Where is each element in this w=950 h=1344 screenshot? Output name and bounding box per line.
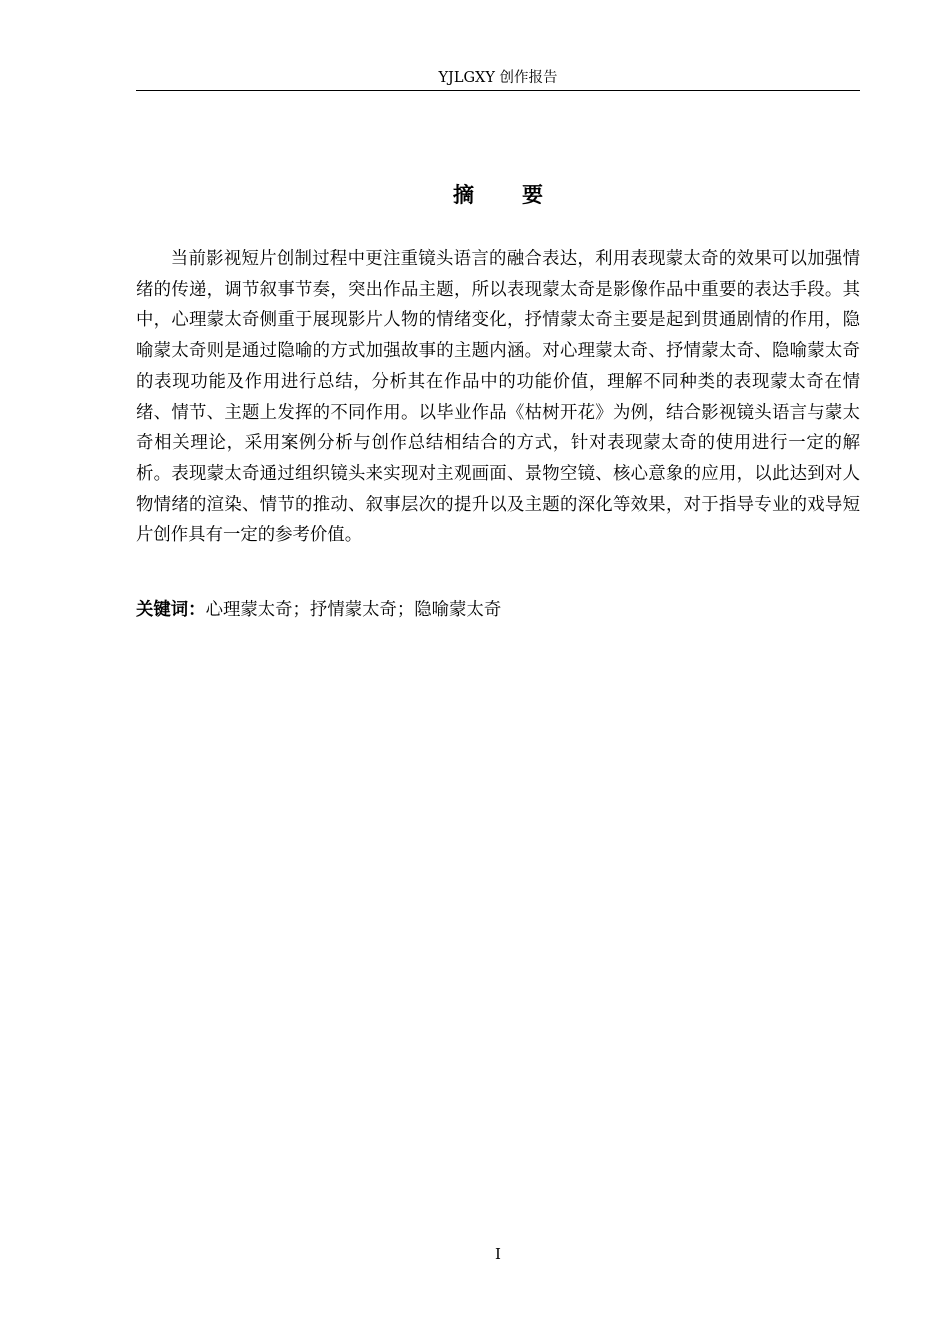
abstract-body: 当前影视短片创制过程中更注重镜头语言的融合表达，利用表现蒙太奇的效果可以加强情绪的传递，调节叙事节奏，突出作品主题，所以表现蒙太奇是影像作品中重要的表达手段。其中，心理蒙太奇侧重于展现影片人物的情绪变化，抒情蒙太奇主要是起到贯通剧情的作用，隐喻蒙太奇则是通过隐喻的方式加强故事的主题内涵。对心理蒙太奇、抒情蒙太奇、隐喻蒙太奇的表现功能及作用进行总结，分析其在作品中的功能价值，理解不同种类的表现蒙太奇在情绪、情节、主题上发挥的不同作用。以毕业作品《枯树开花》为例，结合影视镜头语言与蒙太奇相关理论，采用案例分析与创作总结相结合的方式，针对表现蒙太奇的使用进行一定的解析。表现蒙太奇通过组织镜头来实现对主观画面、景物空镜、核心意象的应用，以此达到对人物情绪的渲染、情节的推动、叙事层次的提升以及主题的深化等效果，对于指导专业的戏导短片创作具有一定的参考价值。	[136, 249, 860, 546]
keywords-label: 关键词：	[136, 600, 206, 620]
abstract-title	[136, 180, 860, 210]
running-header: YJLGXY 创作报告	[438, 70, 558, 86]
header-rule	[136, 90, 860, 91]
page-number: I	[495, 1245, 501, 1263]
keywords-values: 心理蒙太奇；抒情蒙太奇；隐喻蒙太奇	[205, 600, 502, 620]
abstract-title-char-2: 要	[522, 183, 543, 207]
keywords-line	[136, 595, 860, 626]
abstract-title-char-1: 摘	[453, 183, 474, 207]
